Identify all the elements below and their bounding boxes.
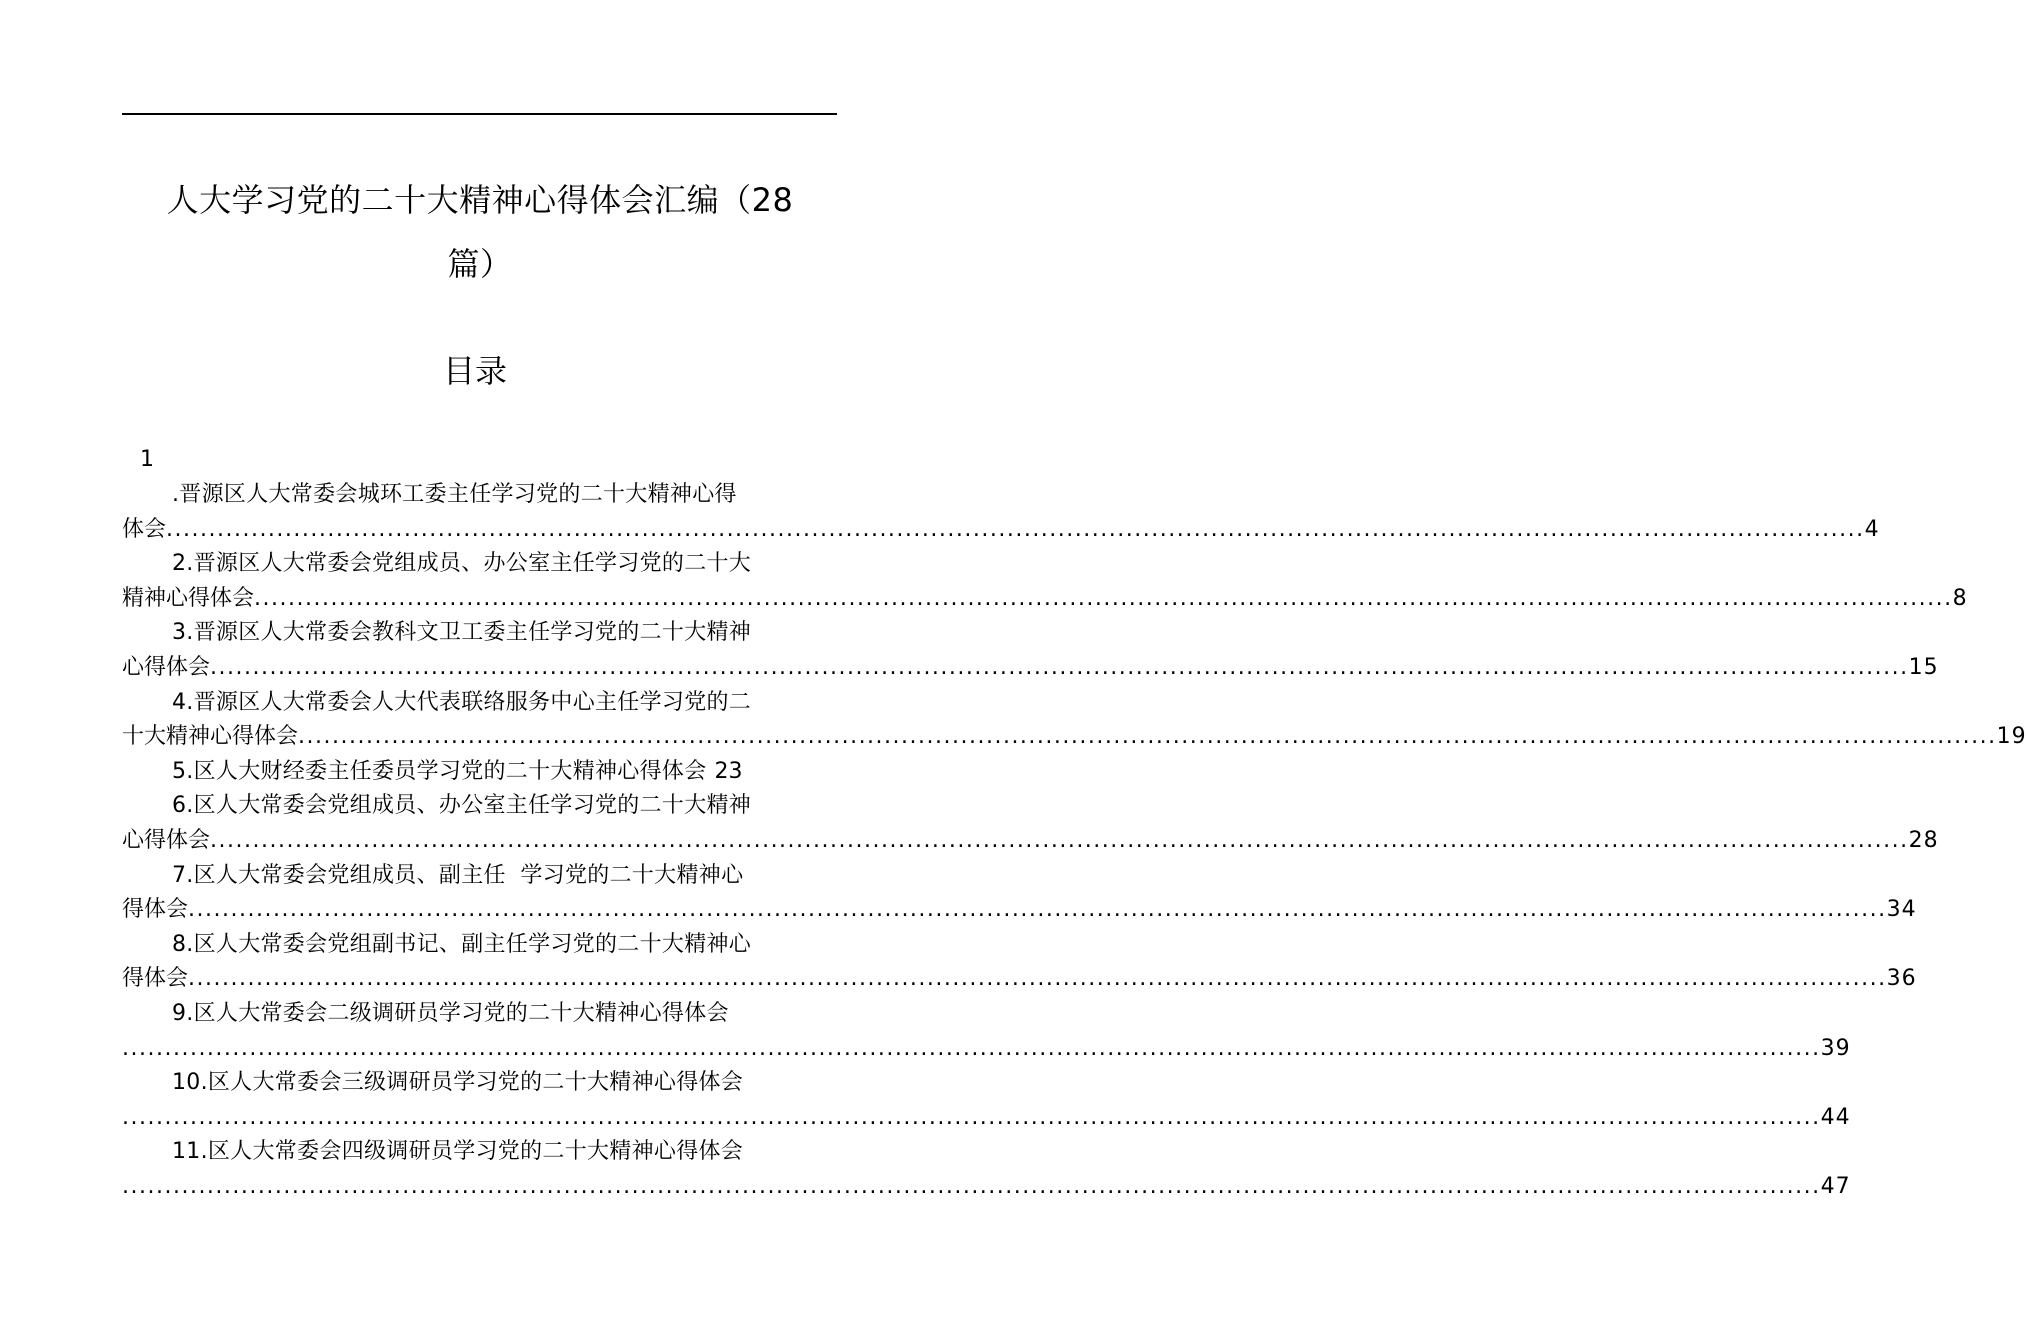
toc-entry-9-line-1[interactable]: 9.区人大常委会二级调研员学习党的二十大精神心得体会 (172, 1000, 729, 1026)
toc-page-number: 28 (1908, 827, 1939, 853)
toc-entry-5[interactable]: 5.区人大财经委主任委员学习党的二十大精神心得体会 23 (172, 758, 743, 784)
toc-entry-3-line-1[interactable]: 3.晋源区人大常委会教科文卫工委主任学习党的二十大精神 (172, 620, 752, 646)
toc-entry-11-line-1[interactable]: 11.区人大常委会四级调研员学习党的二十大精神心得体会 (172, 1139, 744, 1165)
toc-entry-1-line-1[interactable]: .晋源区人大常委会城环工委主任学习党的二十大精神心得 (172, 482, 737, 507)
toc-entry-11-line-2[interactable] (122, 1170, 1851, 1205)
toc-page-number: 23 (714, 758, 743, 784)
dot-leader: ........................................................................................................................................................................................................ (210, 654, 1909, 680)
toc-page-number: 39 (1820, 1035, 1851, 1061)
dot-leader: ........................................................................................................................................................................................................ (122, 1104, 1821, 1130)
toc-entry-10-line-1[interactable]: 10.区人大常委会三级调研员学习党的二十大精神心得体会 (172, 1070, 744, 1096)
toc-entry-number: 1 (140, 447, 154, 472)
toc-entry-1-line-2[interactable]: 体会 ........................................................................................................................................................................................................ 4 (122, 513, 785, 548)
toc-entry-6-line-1[interactable]: 6.区人大常委会党组成员、办公室主任学习党的二十大精神 (172, 793, 752, 819)
toc-heading: 目录 (442, 352, 507, 390)
toc-entry-9-line-2[interactable] (122, 1032, 1851, 1067)
toc-entry-7-line-1[interactable]: 7.区人大常委会党组成员、副主任 学习党的二十大精神心 (172, 862, 744, 888)
toc-entry-3-line-2[interactable]: 心得体会 ........................................................................................................................................................................................................ 15 (122, 651, 785, 686)
toc-entry-10-line-2[interactable] (122, 1101, 1851, 1136)
toc-entry-4-line-2[interactable]: 十大精神心得体会 ........................................................................................................................................................................................................ 19 (122, 720, 785, 755)
toc-page-number: 36 (1886, 966, 1917, 992)
document-title (110, 168, 850, 296)
dot-leader: ........................................................................................................................................................................................................ (254, 585, 1953, 611)
toc-entry-4-line-1[interactable]: 4.晋源区人大常委会人大代表联络服务中心主任学习党的二 (172, 689, 752, 715)
toc-entry-6-line-2[interactable]: 心得体会 ........................................................................................................................................................................................................ 28 (122, 824, 785, 859)
toc-entry-2-line-2[interactable]: 精神心得体会 ........................................................................................................................................................................................................ 8 (122, 582, 785, 617)
dot-leader: ........................................................................................................................................................................................................ (166, 516, 1865, 542)
toc-entry-2-line-1[interactable]: 2.晋源区人大常委会党组成员、办公室主任学习党的二十大 (172, 551, 752, 577)
toc-page-number: 19 (1996, 724, 2027, 750)
toc-entry-8-line-2[interactable]: 得体会 ........................................................................................................................................................................................................ 36 (122, 962, 785, 997)
top-rule (122, 113, 837, 115)
table-of-contents (122, 442, 2027, 1204)
toc-page-number: 8 (1952, 585, 1968, 611)
toc-page-number: 4 (1864, 516, 1880, 542)
dot-leader: ........................................................................................................................................................................................................ (188, 966, 1887, 992)
dot-leader: ........................................................................................................................................................................................................ (298, 724, 1997, 750)
toc-page-number: 47 (1820, 1173, 1851, 1199)
toc-entry-8-line-1[interactable]: 8.区人大常委会党组副书记、副主任学习党的二十大精神心 (172, 931, 752, 957)
toc-page-number: 44 (1820, 1104, 1851, 1130)
document-title-line-2: 篇） (447, 245, 513, 283)
dot-leader: ........................................................................................................................................................................................................ (210, 827, 1909, 853)
document-title-line-1: 人大学习党的二十大精神心得体会汇编（28 (166, 181, 794, 219)
dot-leader: ........................................................................................................................................................................................................ (122, 1173, 1821, 1199)
toc-entry-7-line-2[interactable]: 得体会 ........................................................................................................................................................................................................ 34 (122, 893, 785, 928)
toc-page-number: 34 (1886, 897, 1917, 923)
dot-leader: ........................................................................................................................................................................................................ (188, 897, 1887, 923)
dot-leader: ........................................................................................................................................................................................................ (122, 1035, 1821, 1061)
toc-page-number: 15 (1908, 654, 1939, 680)
